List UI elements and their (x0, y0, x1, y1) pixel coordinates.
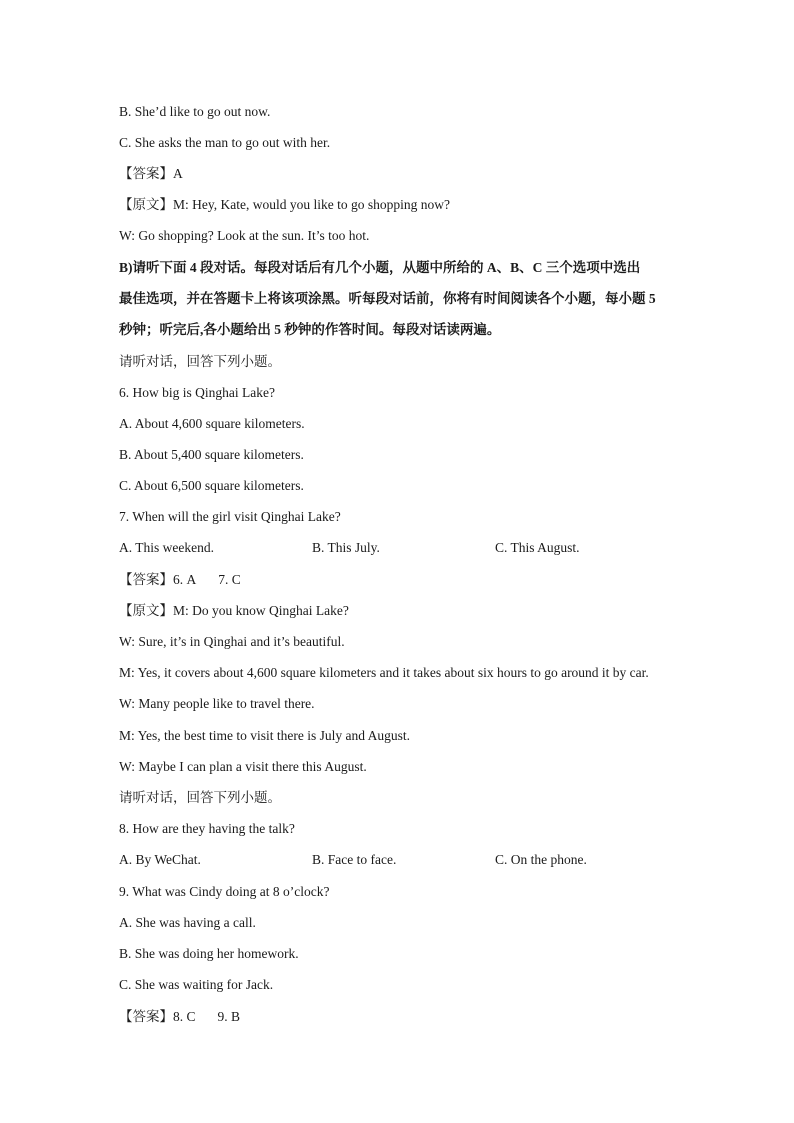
answer-7: 7. C (218, 572, 241, 587)
question-9-option-b: B. She was doing her homework. (119, 946, 299, 961)
question-9: 9. What was Cindy doing at 8 o’clock? (119, 884, 330, 899)
question-6-option-b: B. About 5,400 square kilometers. (119, 447, 304, 462)
transcript-line: W: Sure, it’s in Qinghai and it’s beautiful. (119, 634, 345, 649)
question-8-option-a: A. By WeChat. (119, 852, 201, 867)
question-6-option-a: A. About 4,600 square kilometers. (119, 416, 305, 431)
question-6: 6. How big is Qinghai Lake? (119, 385, 275, 400)
answer-9: 9. B (217, 1009, 241, 1024)
question-9-option-a: A. She was having a call. (119, 915, 256, 930)
question-6-option-c: C. About 6,500 square kilometers. (119, 478, 304, 493)
question-7-option-c: C. This August. (495, 540, 580, 555)
option-c-previous-question: C. She asks the man to go out with her. (119, 135, 331, 150)
option-b-previous-question: B. She’d like to go out now. (119, 104, 271, 119)
answer-8: 【答案】8. C (119, 1009, 196, 1024)
question-8-option-b: B. Face to face. (312, 852, 397, 867)
transcript-line: W: Go shopping? Look at the sun. It’s too hot. (119, 228, 370, 243)
transcript-line: 【原文】M: Hey, Kate, would you like to go shopping now? (119, 197, 450, 212)
question-7-options-row (119, 539, 679, 557)
question-7-option-b: B. This July. (312, 540, 380, 555)
transcript-line: M: Yes, the best time to visit there is July and August. (119, 728, 411, 743)
answer-8-9 (119, 1008, 240, 1026)
dialogue-prompt: 请听对话，回答下列小题。 (119, 790, 281, 805)
question-8-options-row (119, 851, 679, 869)
transcript-line: W: Maybe I can plan a visit there this August. (119, 759, 367, 774)
question-8-option-c: C. On the phone. (495, 852, 587, 867)
answer-6: 【答案】6. A (119, 572, 197, 587)
section-b-instructions-line-2: 最佳选项，并在答题卡上将该项涂黑。听每段对话前，你将有时间阅读各个小题，每小题 5 (119, 291, 656, 306)
question-7-option-a: A. This weekend. (119, 540, 214, 555)
question-9-option-c: C. She was waiting for Jack. (119, 977, 274, 992)
transcript-line: 【原文】M: Do you know Qinghai Lake? (119, 603, 349, 618)
section-b-instructions-line-3: 秒钟；听完后,各小题给出 5 秒钟的作答时间。每段对话读两遍。 (119, 322, 501, 337)
transcript-line: M: Yes, it covers about 4,600 square kilometers and it takes about six hours to go around it by car. (119, 665, 649, 680)
dialogue-prompt: 请听对话，回答下列小题。 (119, 354, 281, 369)
answer-previous-question: 【答案】A (119, 166, 183, 181)
section-b-instructions-line-1: B)请听下面 4 段对话。每段对话后有几个小题，从题中所给的 A、B、C 三个选项中选出 (119, 260, 641, 275)
answer-6-7 (119, 571, 241, 589)
question-7: 7. When will the girl visit Qinghai Lake? (119, 509, 341, 524)
transcript-line: W: Many people like to travel there. (119, 696, 315, 711)
question-8: 8. How are they having the talk? (119, 821, 295, 836)
